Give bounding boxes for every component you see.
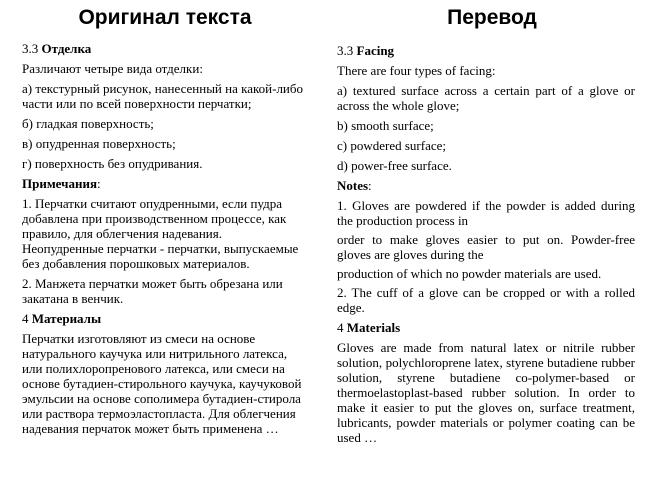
section-title: Facing [356, 43, 395, 58]
section-4-heading [337, 320, 635, 335]
section-number: 3.3 [337, 43, 354, 58]
facing-item-a: а) текстурный рисунок, нанесенный на какой-либо части или по всей поверхности перчатки; [22, 81, 303, 111]
translation-column [337, 43, 635, 450]
section-3-3-heading [22, 41, 305, 56]
facing-intro: Различают четыре вида отделки: [22, 61, 203, 76]
facing-item-d: d) power-free surface. [337, 158, 452, 173]
facing-intro: There are four types of facing: [337, 63, 496, 78]
notes-title: Примечания [22, 176, 97, 191]
notes-heading [22, 176, 305, 191]
section-number: 4 [337, 320, 344, 335]
original-text-column [22, 41, 305, 441]
section-title: Materials [346, 320, 401, 335]
notes-heading [337, 178, 635, 193]
original-text-heading: Оригинал текста [78, 6, 252, 29]
facing-item-g: г) поверхность без опудривания. [22, 156, 203, 171]
note-1-part-1: 1. Gloves are powdered if the powder is added during the production process in [337, 198, 635, 228]
facing-item-a: a) textured surface across a certain part of a glove or across the whole glove; [337, 83, 635, 113]
notes-title: Notes [337, 178, 369, 193]
note-2: 2. The cuff of a glove can be cropped or with a rolled edge. [337, 285, 635, 315]
section-3-3-heading [337, 43, 635, 58]
facing-item-v: в) опудренная поверхность; [22, 136, 176, 151]
facing-item-b: б) гладкая поверхность; [22, 116, 154, 131]
section-4-heading [22, 311, 305, 326]
section-number: 4 [22, 311, 29, 326]
note-2: 2. Манжета перчатки может быть обрезана или закатана в венчик. [22, 276, 283, 306]
materials-text: Перчатки изготовляют из смеси на основе натурального каучука или нитрильного латекса, или полихлоропренового латекса, или смеси на основе бутадиен-стирольного каучука, каучуковой эмульсии на основе сополимера бутадиен-стирола или раствора термоэластопласта. Для облегчения надевания перчаток может быть применена … [22, 331, 302, 436]
facing-item-b: b) smooth surface; [337, 118, 434, 133]
note-1: 1. Перчатки считают опудренными, если пудра добавлена при производственном процессе, как правило, для облегчения надевания. Неопудренные перчатки - перчатки, выпускаемые без добавления порошковых материалов. [22, 196, 299, 271]
note-1-part-2: order to make gloves easier to put on. Powder-free gloves are gloves during the [337, 232, 635, 262]
translation-heading: Перевод [447, 6, 537, 29]
facing-item-c: c) powdered surface; [337, 138, 446, 153]
materials-text: Gloves are made from natural latex or nitrile rubber solution, polychloroprene latex, styrene butadiene rubber solution, styrene butadiene co-polymer-based or thermoelastoplast-based rubber solution. In order to make it easier to put the gloves on, surface treatment, lubricants, powder materials or polymer coating can be used … [337, 340, 635, 445]
section-number: 3.3 [22, 41, 39, 56]
notes-colon: : [368, 178, 372, 193]
section-title: Отделка [41, 41, 92, 56]
section-title: Материалы [31, 311, 102, 326]
note-1-part-3: production of which no powder materials are used. [337, 266, 602, 281]
notes-colon: : [96, 176, 101, 191]
